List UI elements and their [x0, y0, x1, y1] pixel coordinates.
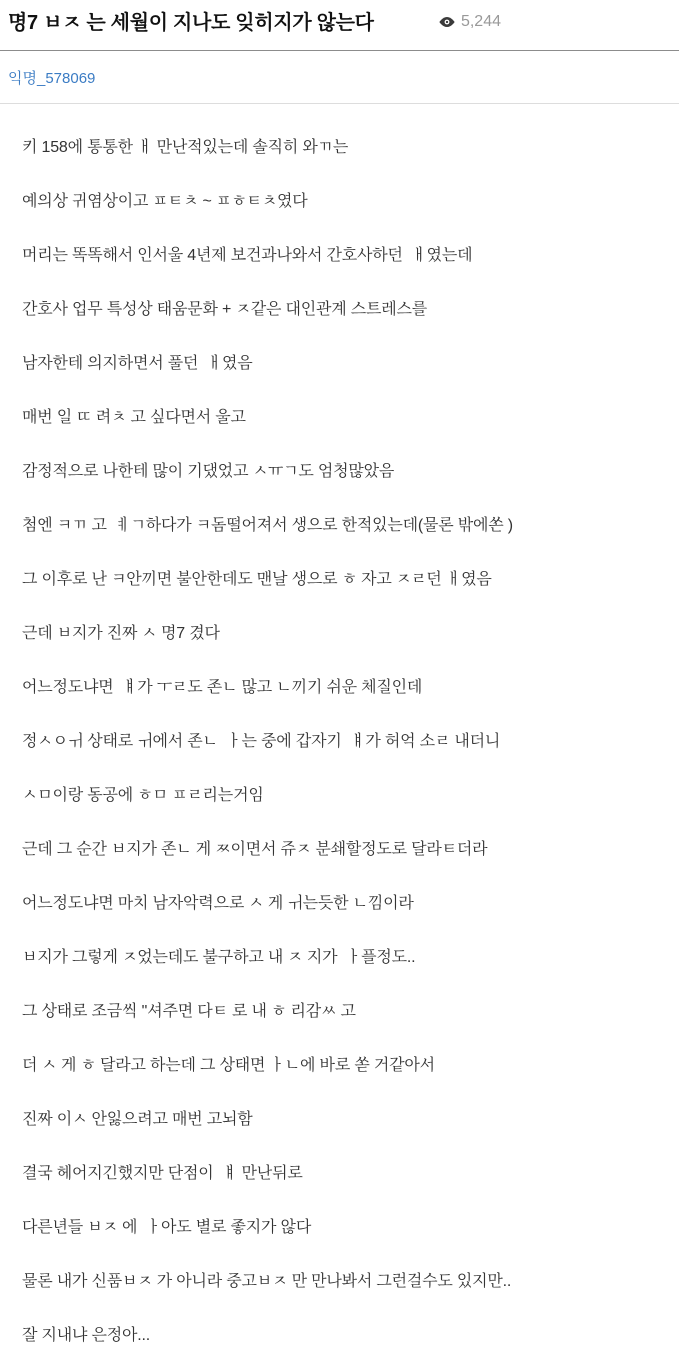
post-body — [0, 104, 679, 1344]
post-line: 결국 헤어지긴했지만 단점이 ㅒ 만난뒤로 — [22, 1165, 303, 1182]
post-line: 더 ㅅ 게 ㅎ 달라고 하는데 그 상태면 ㅏㄴ에 바로 쏟 거같아서 — [22, 1057, 435, 1074]
post-line: 감정적으로 나한테 많이 기댔었고 ㅅㅠㄱ도 엄청많았음 — [22, 463, 395, 480]
author-row — [0, 51, 679, 103]
post-line: 다른년들 ㅂㅈ 에 ㅏ아도 별로 좋지가 않다 — [22, 1219, 312, 1236]
post-line: 근데 ㅂ지가 진짜 ㅅ 명7 겼다 — [22, 625, 220, 642]
post-line: 물론 내가 신품ㅂㅈ 가 아니라 중고ㅂㅈ 만 만나봐서 그런걸수도 있지만.. — [22, 1273, 512, 1290]
post-line: 어느정도냐면 ㅒ가 ㅜㄹ도 존ㄴ 많고 ㄴ끼기 쉬운 체질인데 — [22, 679, 423, 696]
view-count: 5,244 — [460, 13, 501, 30]
post-line: 첨엔 ㅋㄲ 고 ㅖㄱ하다가 ㅋ돔떨어져서 생으로 한적있는데(물론 밖에쏜 ) — [22, 517, 513, 534]
author-name-link[interactable]: 익명_578069 — [8, 70, 96, 87]
post-line: 남자한테 의지하면서 풀던 ㅐ였음 — [22, 355, 253, 372]
post-line: ㅅㅁ이랑 동공에 ㅎㅁ ㅍㄹ리는거임 — [22, 787, 264, 804]
post-line: 진짜 이ㅅ 안잃으려고 매번 고뇌함 — [22, 1111, 253, 1128]
post-line: 그 이후로 난 ㅋ안끼면 불안한데도 맨날 생으로 ㅎ 자고 ㅈㄹ던 ㅐ였음 — [22, 571, 492, 588]
post-title: 명7 ㅂㅈ 는 세월이 지나도 잊히지가 않는다 — [8, 12, 374, 34]
post-line: 머리는 똑똑해서 인서울 4년제 보건과나와서 간호사하던 ㅐ였는데 — [22, 247, 473, 264]
post-line: 근데 그 순간 ㅂ지가 존ㄴ 게 ㅉ이면서 쥬ㅈ 분쇄할정도로 달라ㅌ더라 — [22, 841, 488, 858]
post-line: 매번 일 ㄸ 려ㅊ 고 싶다면서 울고 — [22, 409, 246, 426]
post-line: 그 상태로 조금씩 ''셔주면 다ㅌ 로 내 ㅎ 리감ㅆ 고 — [22, 1003, 356, 1020]
post-line: ㅂ지가 그렇게 ㅈ었는데도 불구하고 내 ㅈ 지가 ㅏ플정도.. — [22, 949, 416, 966]
post-line: 정ㅅㅇㅟ 상태로 ㅟ에서 존ㄴ ㅏ는 중에 갑자기 ㅒ가 허억 소ㄹ 내더니 — [22, 733, 501, 750]
eye-icon — [438, 13, 456, 31]
post-header — [0, 0, 679, 36]
post-line: 어느정도냐면 마치 남자악력으로 ㅅ 게 ㅟ는듯한 ㄴ낌이라 — [22, 895, 414, 912]
post-line: 예의상 귀염상이고 ㅍㅌㅊ ~ ㅍㅎㅌㅊ였다 — [22, 193, 308, 210]
post-line: 키 158에 통통한 ㅐ 만난적있는데 솔직히 와ㄲ는 — [22, 139, 349, 156]
post-line: 간호사 업무 특성상 태움문화 + ㅈ같은 대인관계 스트레스를 — [22, 301, 428, 318]
post-line: 잘 지내냐 은정아... — [22, 1327, 151, 1344]
view-count-group — [438, 13, 501, 31]
